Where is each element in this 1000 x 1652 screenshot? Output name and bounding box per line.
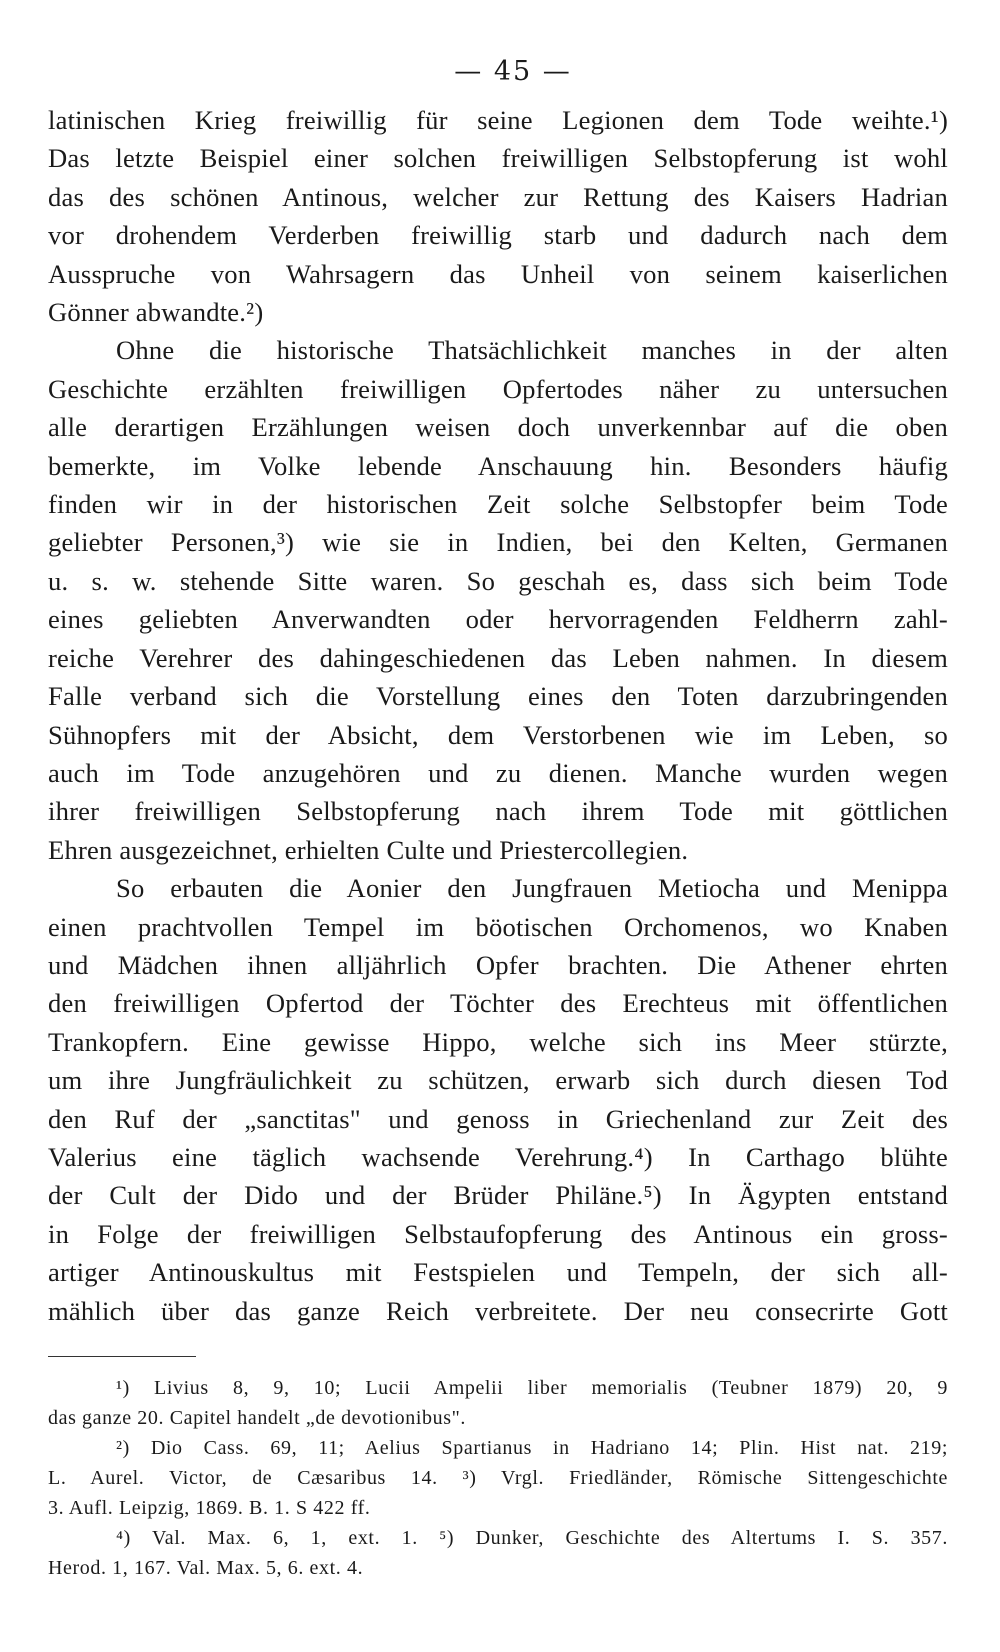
text-line: Trankopfern. Eine gewisse Hippo, welche sich ins Meer stürzte, xyxy=(48,1026,948,1057)
body-text xyxy=(48,101,948,1330)
text-line: den Ruf der „sanctitas" und genoss in Griechenland zur Zeit des xyxy=(48,1103,948,1134)
text-line: finden wir in der historischen Zeit solche Selbstopfer beim Tode xyxy=(48,489,948,520)
footnote-line: Herod. 1, 167. Val. Max. 5, 6. ext. 4. xyxy=(48,1557,364,1579)
text-line: reiche Verehrer des dahingeschiedenen das Leben nahmen. In diesem xyxy=(48,642,948,673)
text-line: artiger Antinouskultus mit Festspielen und Tempeln, der sich all- xyxy=(48,1257,948,1288)
text-line: in Folge der freiwilligen Selbstaufopferung des Antinous ein gross- xyxy=(48,1218,948,1249)
footnote-line: L. Aurel. Victor, de Cæsaribus 14. ³) Vrgl. Friedländer, Römische Sittengeschichte xyxy=(48,1467,948,1489)
text-line: Ausspruche von Wahrsagern das Unheil von seinem kaiserlichen xyxy=(48,258,948,289)
text-line: Ehren ausgezeichnet, erhielten Culte und Priestercollegien. xyxy=(48,834,689,865)
text-line: mählich über das ganze Reich verbreitete. Der neu consecrirte Gott xyxy=(48,1295,948,1326)
text-line: Falle verband sich die Vorstellung eines den Toten darzubringenden xyxy=(48,681,948,712)
text-line: eines geliebten Anverwandten oder hervorragenden Feldherrn zahl- xyxy=(48,604,948,635)
footnote-4-5 xyxy=(48,1523,948,1583)
text-line: das des schönen Antinous, welcher zur Rettung des Kaisers Hadrian xyxy=(48,181,948,212)
text-line: der Cult der Dido und der Brüder Philäne.⁵) In Ägypten entstand xyxy=(48,1180,948,1211)
text-line: u. s. w. stehende Sitte waren. So geschah es, dass sich beim Tode xyxy=(48,565,948,596)
text-line: So erbauten die Aonier den Jungfrauen Metiocha und Menippa xyxy=(116,873,948,904)
book-page xyxy=(48,56,948,1583)
text-line: einen prachtvollen Tempel im böotischen Orchomenos, wo Knaben xyxy=(48,911,948,942)
text-line: bemerkte, im Volke lebende Anschauung hin. Besonders häufig xyxy=(48,450,948,481)
text-line: Geschichte erzählten freiwilligen Opfertodes näher zu untersuchen xyxy=(48,373,948,404)
text-line: und Mädchen ihnen alljährlich Opfer brachten. Die Athener ehrten xyxy=(48,949,948,980)
text-line: auch im Tode anzugehören und zu dienen. Manche wurden wegen xyxy=(48,757,948,788)
text-line: ihrer freiwilligen Selbstopferung nach ihrem Tode mit göttlichen xyxy=(48,796,948,827)
footnotes xyxy=(48,1373,948,1583)
footnote-line: 3. Aufl. Leipzig, 1869. B. 1. S 422 ff. xyxy=(48,1497,371,1519)
text-line: den freiwilligen Opfertod der Töchter des Erechteus mit öffentlichen xyxy=(48,988,948,1019)
footnote-divider xyxy=(48,1356,196,1357)
footnote-line: ²) Dio Cass. 69, 11; Aelius Spartianus in Hadriano 14; Plin. Hist nat. 219; xyxy=(116,1437,948,1459)
footnote-line: ¹) Livius 8, 9, 10; Lucii Ampelii liber memorialis (Teubner 1879) 20, 9 xyxy=(116,1377,948,1399)
footnote-line: ⁴) Val. Max. 6, 1, ext. 1. ⁵) Dunker, Geschichte des Altertums I. S. 357. xyxy=(116,1527,948,1549)
page-number: — 45 — xyxy=(454,56,572,87)
text-line: geliebter Personen,³) wie sie in Indien, bei den Kelten, Germanen xyxy=(48,527,948,558)
paragraph-1 xyxy=(48,101,948,331)
text-line: latinischen Krieg freiwillig für seine Legionen dem Tode weihte.¹) xyxy=(48,105,948,135)
text-line: Ohne die historische Thatsächlichkeit manches in der alten xyxy=(116,335,948,366)
text-line: um ihre Jungfräulichkeit zu schützen, erwarb sich durch diesen Tod xyxy=(48,1065,948,1096)
footnote-line: das ganze 20. Capitel handelt „de devotionibus". xyxy=(48,1407,466,1429)
footnote-2-3 xyxy=(48,1433,948,1523)
text-line: Gönner abwandte.²) xyxy=(48,297,264,328)
text-line: alle derartigen Erzählungen weisen doch unverkennbar auf die oben xyxy=(48,412,948,443)
text-line: vor drohendem Verderben freiwillig starb und dadurch nach dem xyxy=(48,220,948,251)
text-line: Valerius eine täglich wachsende Verehrung.⁴) In Carthago blühte xyxy=(48,1141,948,1172)
text-line: Sühnopfers mit der Absicht, dem Verstorbenen wie im Leben, so xyxy=(48,719,948,750)
paragraph-2 xyxy=(48,331,948,869)
text-line: Das letzte Beispiel einer solchen freiwilligen Selbstopferung ist wohl xyxy=(48,143,948,174)
paragraph-3 xyxy=(48,869,948,1330)
footnote-1 xyxy=(48,1373,948,1433)
